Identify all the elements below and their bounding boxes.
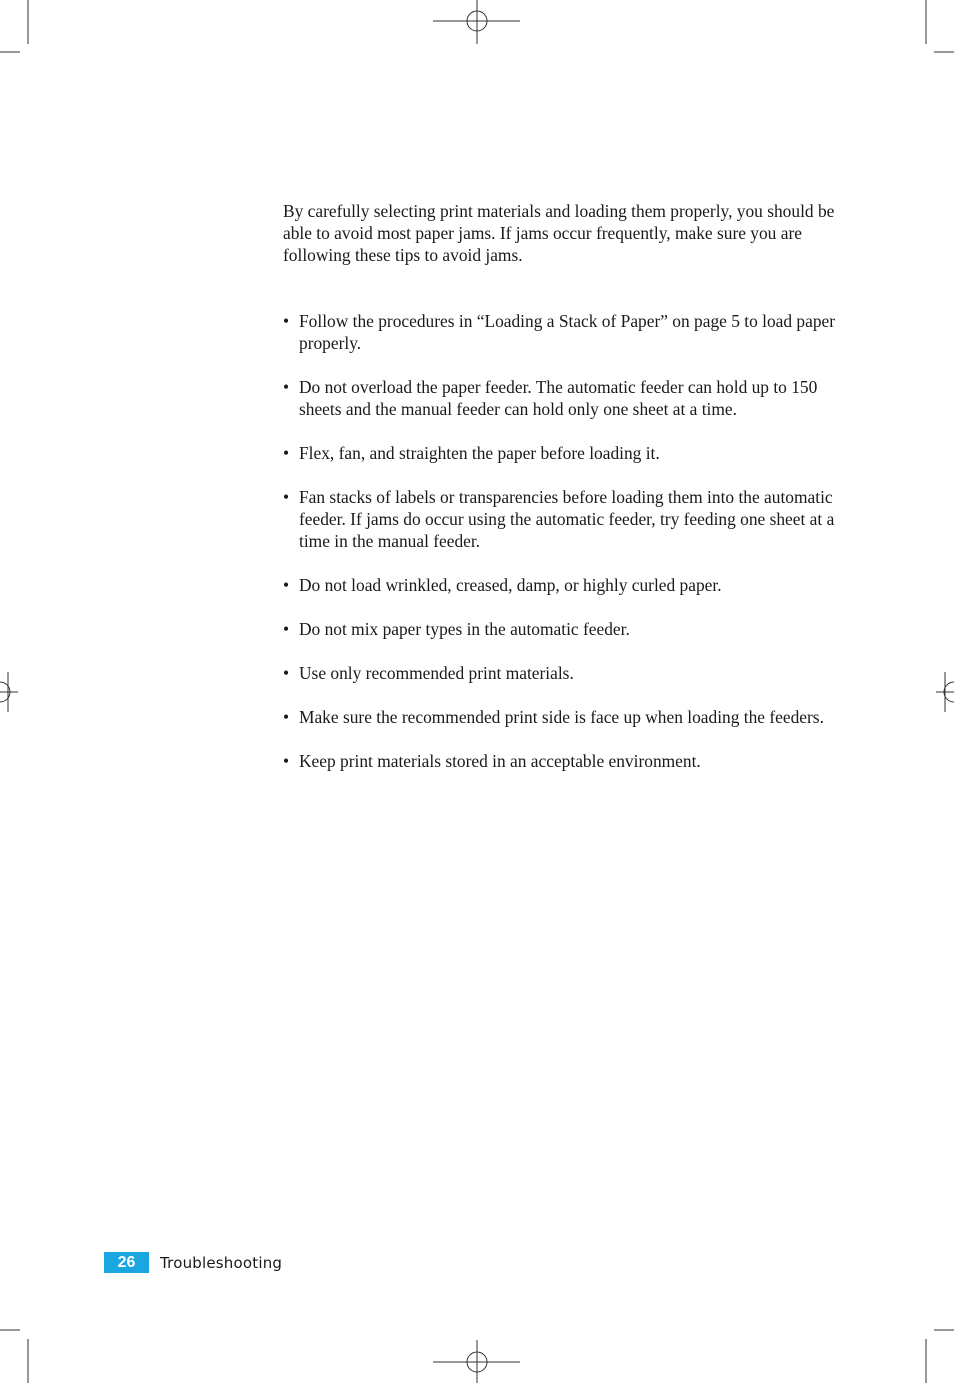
list-item xyxy=(283,442,853,464)
bullet-icon: • xyxy=(283,707,290,727)
list-item xyxy=(283,750,853,772)
bullet-icon: • xyxy=(283,377,290,397)
tip-text: Keep print materials stored in an acceptable environment. xyxy=(299,751,701,771)
bullet-icon: • xyxy=(283,751,290,771)
tip-text: Fan stacks of labels or transparencies before loading them into the automatic feeder. If jams do occur using the automatic feeder, try feeding one sheet at a time in the manual feeder. xyxy=(299,487,835,551)
list-item xyxy=(283,310,853,354)
tip-text: Follow the procedures in “Loading a Stack of Paper” on page 5 to load paper properly. xyxy=(299,311,836,353)
registration-mark-right xyxy=(936,672,954,712)
bullet-icon: • xyxy=(283,575,290,595)
bullet-icon: • xyxy=(283,487,290,507)
list-item xyxy=(283,574,853,596)
tip-text: Do not overload the paper feeder. The automatic feeder can hold up to 150 sheets and the manual feeder can hold only one sheet at a time. xyxy=(299,377,818,419)
list-item xyxy=(283,618,853,640)
registration-mark-left xyxy=(0,672,18,712)
list-item xyxy=(283,706,853,728)
tip-text: Flex, fan, and straighten the paper before loading it. xyxy=(299,443,660,463)
intro-paragraph: By carefully selecting print materials and loading them properly, you should be able to avoid most paper jams. If jams occur frequently, make sure you are following these tips to avoid jams. xyxy=(283,201,835,265)
bullet-icon: • xyxy=(283,311,290,331)
list-item xyxy=(283,376,853,420)
registration-mark-bottom xyxy=(433,1340,520,1383)
section-name: Troubleshooting xyxy=(160,1253,283,1272)
jam-prevention-tips-list xyxy=(283,310,853,794)
list-item xyxy=(283,662,853,684)
page-footer xyxy=(104,1252,282,1273)
tip-text: Use only recommended print materials. xyxy=(299,663,574,683)
bullet-icon: • xyxy=(283,443,290,463)
bullet-icon: • xyxy=(283,663,290,683)
tip-text: Make sure the recommended print side is face up when loading the feeders. xyxy=(299,707,824,727)
tip-text: Do not mix paper types in the automatic feeder. xyxy=(299,619,630,639)
registration-mark-top xyxy=(433,0,520,44)
bullet-icon: • xyxy=(283,619,290,639)
tip-text: Do not load wrinkled, creased, damp, or highly curled paper. xyxy=(299,575,722,595)
page-number-badge: 26 xyxy=(104,1252,149,1273)
list-item xyxy=(283,486,853,552)
